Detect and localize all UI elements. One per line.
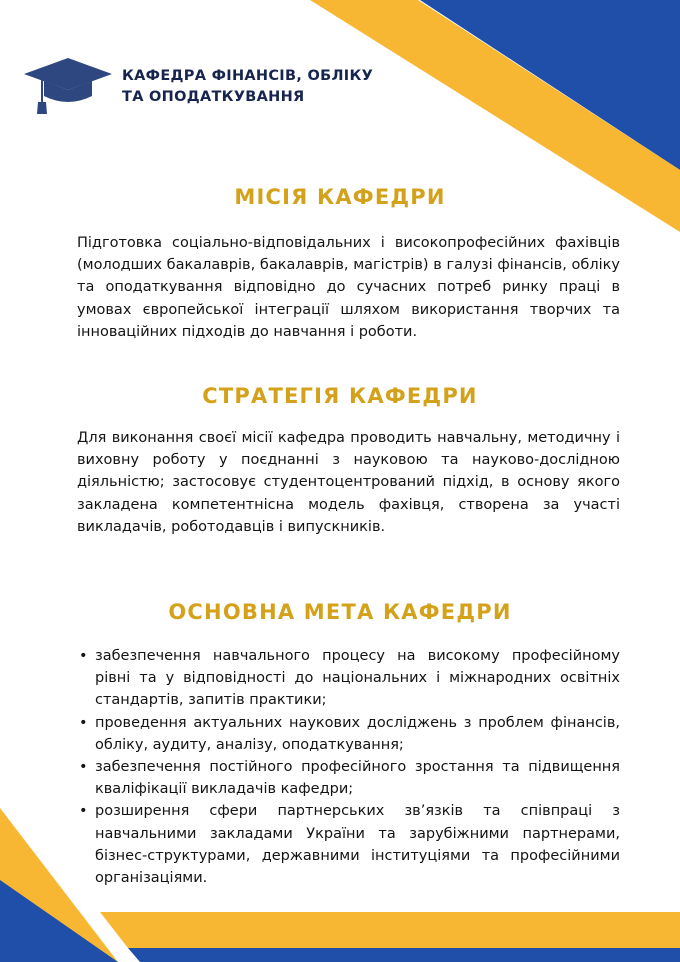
goal-item xyxy=(77,800,620,889)
goal-item-text: розширення сфери партнерських зв’язків та співпраці з навчальними закладами України та зарубіжними партнерами, бізнес-структурами, державними інституціями та професійними організаціями. xyxy=(95,803,620,887)
bullet: • xyxy=(79,714,88,731)
strategy-title: СТРАТЕГІЯ КАФЕДРИ xyxy=(202,384,478,408)
graduation-cap-icon xyxy=(22,56,114,118)
bullet: • xyxy=(79,759,88,776)
bottom-blue-band xyxy=(128,948,680,962)
goal-item xyxy=(77,756,620,800)
goal-item xyxy=(77,645,620,712)
header xyxy=(22,56,422,118)
mission-text: Підготовка соціально-відповідальних і високопрофесійних фахівців (молодших бакалаврів, бакалаврів, магістрів) в галузі фінансів, обліку та оподаткування відповідно до сучасних потреб ринку праці в умовах європейської інтеграції шляхом використання творчих та інноваційних підходів до навчання і роботи. xyxy=(77,235,620,340)
goal-item-text: проведення актуальних наукових досліджень з проблем фінансів, обліку, аудиту, аналізу, оподаткування; xyxy=(95,714,620,753)
mission-title: МІСІЯ КАФЕДРИ xyxy=(234,185,446,209)
goal-item-text: забезпечення навчального процесу на високому професійному рівні та у відповідності до національних і міжнародних освітніх стандартів, запитів практики; xyxy=(95,648,620,709)
department-name-line1: КАФЕДРА ФІНАНСІВ, ОБЛІКУ xyxy=(122,68,374,84)
goal-list xyxy=(77,645,620,889)
department-name-line2: ТА ОПОДАТКУВАННЯ xyxy=(122,89,305,105)
bottom-yellow-band xyxy=(100,912,680,948)
department-name xyxy=(122,66,422,108)
goal-item-text: забезпечення постійного професійного зростання та підвищення кваліфікації викладачів кафедри; xyxy=(95,759,620,798)
bullet: • xyxy=(79,648,88,664)
bullet: • xyxy=(79,803,88,820)
strategy-text: Для виконання своєї місії кафедра проводить навчальну, методичну і виховну роботу у поєднанні з науковою та науково-дослідною діяльністю; застосовує студентоцентрований підхід, в основу якого закладена компетентнісна модель фахівця, створена за участі викладачів, роботодавців і випускників. xyxy=(77,430,620,535)
goal-title: ОСНОВНА МЕТА КАФЕДРИ xyxy=(168,600,512,624)
goal-item xyxy=(77,712,620,756)
